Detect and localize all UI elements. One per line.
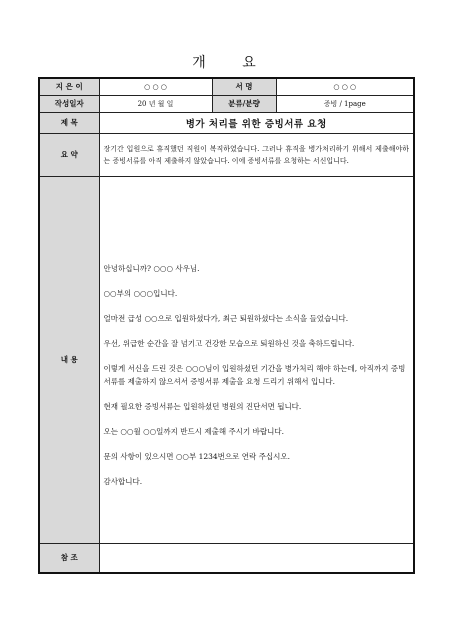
content-row — [39, 176, 414, 543]
subject-value: 병가 처리를 위한 증빙서류 요청 — [99, 112, 414, 133]
summary-form-table — [38, 77, 415, 574]
subject-row — [39, 112, 414, 133]
summary-row — [39, 133, 414, 176]
author-row — [39, 78, 414, 95]
content-paragraph: 문의 사항이 있으시면 ○○부 1234번으로 연락 주십시오. — [103, 451, 291, 461]
date-label: 작성일자 — [39, 95, 99, 112]
subject-label: 제 목 — [39, 112, 99, 133]
content-paragraph: ○○부의 ○○○입니다. — [103, 288, 178, 298]
content-paragraph: 감사합니다. — [103, 476, 143, 486]
reference-row — [39, 543, 414, 573]
content-paragraph: 우선, 위급한 순간을 잘 넘기고 건강한 모습으로 퇴원하신 것을 축하드립니다. — [103, 338, 355, 348]
page-title: 개 요 — [192, 55, 258, 71]
content-paragraph: 오는 ○○월 ○○일까지 반드시 제출해 주시기 바랍니다. — [103, 426, 285, 436]
reference-value — [99, 543, 414, 573]
signature-label: 서 명 — [212, 78, 276, 95]
reference-label: 참 조 — [39, 543, 99, 573]
author-value: ○ ○ ○ — [99, 78, 212, 95]
signature-value: ○ ○ ○ — [276, 78, 414, 95]
content-paragraph: 이렇게 서신을 드린 것은 ○○○님이 입원하셨던 기간을 병가처리 해야 하는데, 아직까지 증빙서류를 제출하지 않으셔서 증빙서류 제출을 요청 드리기 위해서 입니다. — [103, 363, 406, 386]
summary-value: 장기간 입원으로 휴직했던 직원이 복직하였습니다. 그러나 휴직을 병가처리하기 위해서 제출해야하는 증빙서류를 아직 제출하지 않았습니다. 이에 증빙서류를 요청하는 서신입니다. — [99, 133, 414, 176]
category-label: 분류/분량 — [212, 95, 276, 112]
category-value: 증빙 / 1page — [276, 95, 414, 112]
content-paragraph: 얼마전 급성 ○○으로 입원하셨다가, 최근 퇴원하셨다는 소식을 들었습니다. — [103, 313, 349, 323]
date-value: 20 년 월 일 — [99, 95, 212, 112]
content-paragraph: 현재 필요한 증빙서류는 입원하셨던 병원의 진단서면 됩니다. — [103, 401, 302, 411]
author-label: 지 은 이 — [39, 78, 99, 95]
summary-label: 요 약 — [39, 133, 99, 176]
date-row — [39, 95, 414, 112]
content-paragraph: 안녕하십니까? ○○○ 사우님. — [103, 263, 200, 273]
content-body — [99, 176, 414, 543]
content-label: 내 용 — [39, 176, 99, 543]
